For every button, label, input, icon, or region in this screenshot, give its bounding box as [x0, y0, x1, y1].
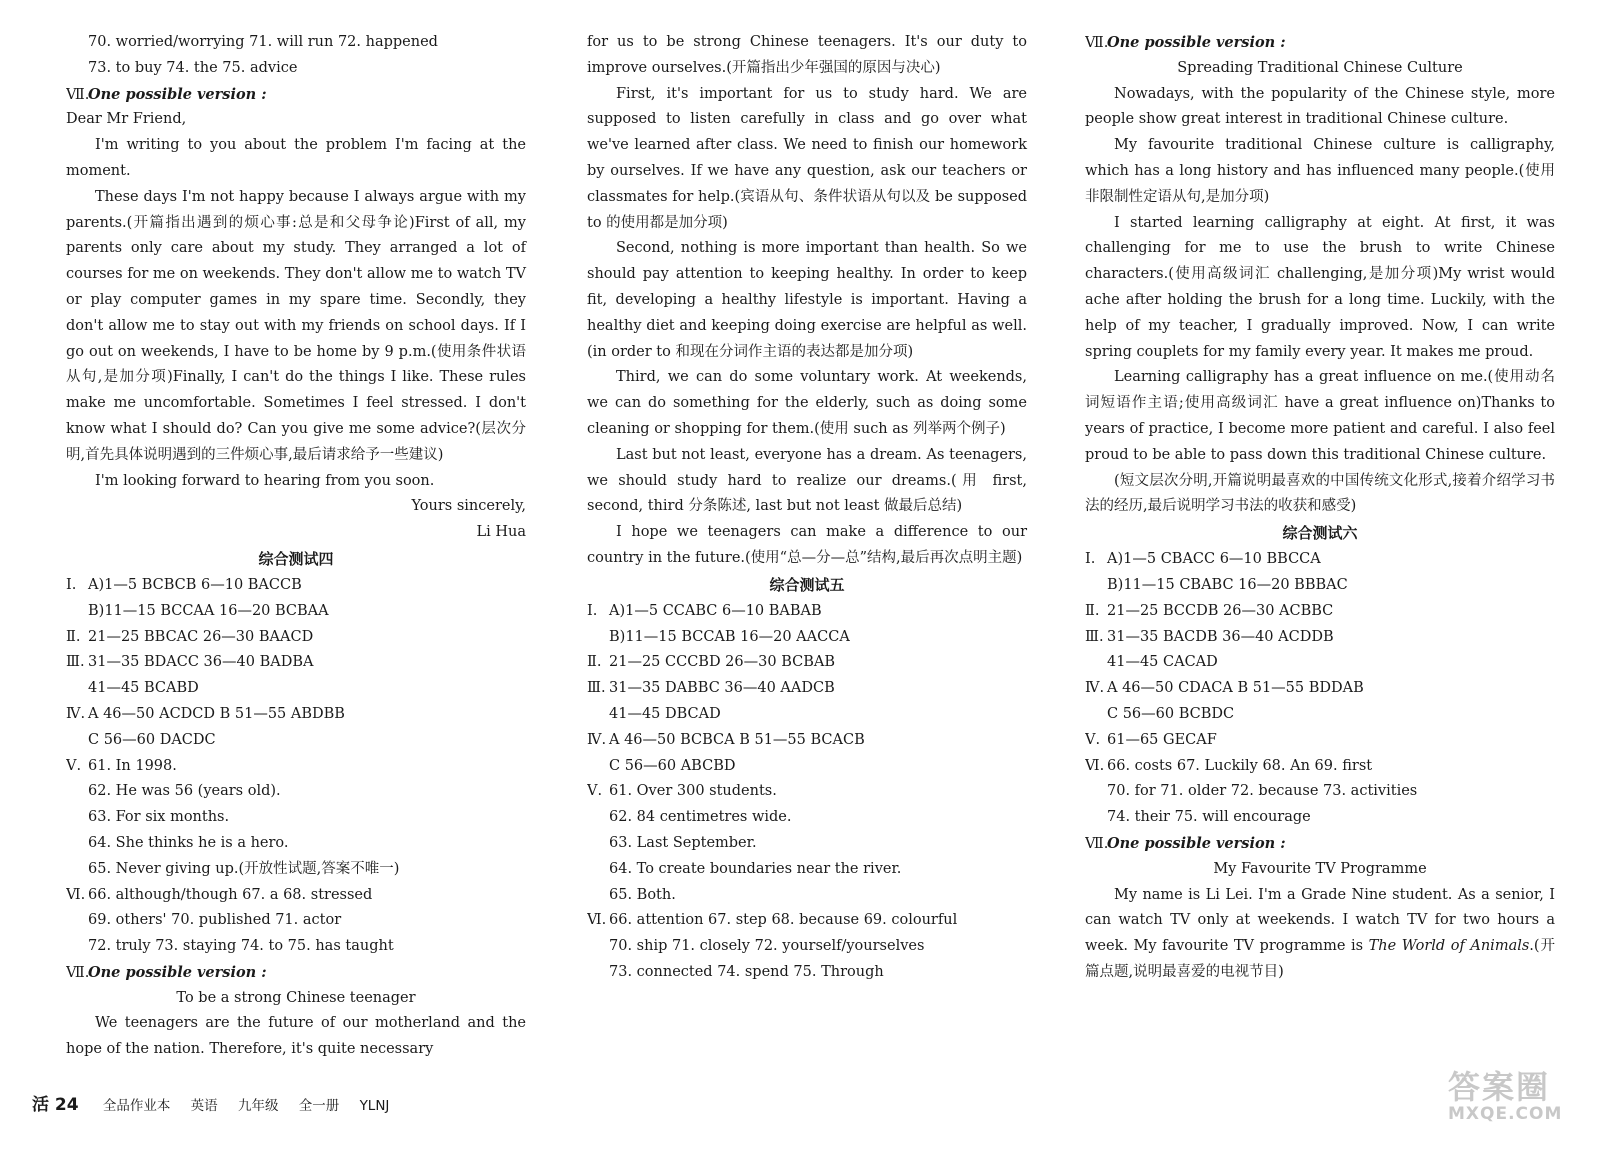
- answer-line: [66, 883, 526, 909]
- answer-line: [587, 676, 1027, 702]
- answer-line: [1085, 676, 1555, 702]
- essay-paragraph: We teenagers are the future of our motherland and the hope of the nation. Therefore, it's quite necessary: [66, 1015, 526, 1058]
- letter-paragraph: These days I'm not happy because I always argue with my parents.(开篇指出遇到的烦心事:总是和父母争论)First of all, my parents only care about my study. They arranged a lot of courses for me on weekends. They don't allow me to watch TV or play computer games in my spare time. Secondly, they don't allow me to stay out with my friends on school days. If I go out on weekends, I have to be home by 9 p.m.(使用条件状语从句,是加分项)Finally, I can't do the things I like. These rules make me uncomfortable. Sometimes I feel stressed. I don't know what I should do? Can you give me some advice?(层次分明,首先具体说明遇到的三件烦心事,最后请求给予一些建议): [66, 188, 526, 463]
- answer-line: 73. to buy 74. the 75. advice: [88, 59, 298, 76]
- answer-text: 69. others' 70. published 71. actor: [88, 912, 342, 929]
- section-header: Ⅶ.One possible version :: [66, 85, 267, 103]
- answer-text: 63. Last September.: [609, 834, 757, 851]
- answer-line: [66, 908, 526, 934]
- section-number: Ⅰ.: [66, 576, 77, 593]
- answer-text: A 46—50 ACDCD B 51—55 ABDBB: [88, 705, 345, 722]
- answer-line: [1085, 625, 1555, 651]
- answer-text: B)11—15 BCCAA 16—20 BCBAA: [88, 602, 329, 619]
- essay-paragraph: My favourite traditional Chinese culture is calligraphy, which has a long history and has influenced many people.(使用非限制性定语从句,是加分项): [1085, 137, 1555, 205]
- answer-line: [66, 573, 526, 599]
- answer-line: 70. worried/worrying 71. will run 72. happened: [88, 34, 438, 50]
- page-footer: [32, 1090, 405, 1115]
- section-number: Ⅳ.: [1085, 680, 1105, 697]
- answer-text: 66. costs 67. Luckily 68. An 69. first: [1107, 757, 1373, 774]
- watermark-url: MXQE.COM: [1448, 1104, 1563, 1124]
- footer-item: YLNJ: [359, 1098, 390, 1114]
- answer-text: 66. although/though 67. a 68. stressed: [88, 886, 373, 903]
- answer-list: [66, 573, 526, 960]
- answer-line: [66, 599, 526, 625]
- answer-text: A 46—50 CDACA B 51—55 BDDAB: [1107, 680, 1364, 697]
- answer-line: [66, 625, 526, 651]
- answer-list: [587, 599, 1027, 986]
- answer-text: 73. connected 74. spend 75. Through: [609, 963, 884, 980]
- section-header: Ⅶ.One possible version :: [1085, 34, 1286, 51]
- answer-text: 65. Never giving up.(开放性试题,答案不唯一): [88, 860, 400, 877]
- section-number: Ⅴ.: [1085, 731, 1101, 748]
- answer-line: [587, 625, 1027, 651]
- answer-line: [66, 805, 526, 831]
- answer-line: [66, 754, 526, 780]
- answer-line: [587, 650, 1027, 676]
- answer-line: [1085, 547, 1555, 573]
- answer-line: [587, 960, 1027, 986]
- answer-line: [66, 650, 526, 676]
- section-number: Ⅱ.: [587, 654, 602, 671]
- answer-text: 62. He was 56 (years old).: [88, 783, 281, 800]
- essay-paragraph: for us to be strong Chinese teenagers. It's our duty to improve ourselves.(开篇指出少年强国的原因与决心): [587, 34, 1027, 76]
- essay-paragraph: I hope we teenagers can make a difference to our country in the future.(使用“总—分—总”结构,最后再次点明主题): [587, 524, 1027, 566]
- answer-text: 21—25 BCCDB 26—30 ACBBC: [1107, 602, 1334, 619]
- answer-text: 61—65 GECAF: [1107, 731, 1217, 748]
- letter-signature: Li Hua: [476, 524, 526, 541]
- essay-title: To be a strong Chinese teenager: [176, 989, 416, 1006]
- answer-text: 31—35 DABBC 36—40 AADCB: [609, 680, 835, 697]
- watermark-logo: [1448, 1062, 1588, 1142]
- page-number: 活 24: [32, 1095, 79, 1115]
- answer-line: [66, 779, 526, 805]
- answer-text: C 56—60 DACDC: [88, 731, 216, 748]
- letter-paragraph: I'm writing to you about the problem I'm facing at the moment.: [66, 137, 526, 179]
- answer-line: [1085, 805, 1555, 831]
- answer-text: 61. In 1998.: [88, 757, 177, 774]
- test-heading: 综合测试六: [1282, 524, 1358, 543]
- answer-text: 31—35 BACDB 36—40 ACDDB: [1107, 628, 1334, 645]
- footer-item: 全品作业本: [102, 1098, 171, 1114]
- answer-line: [66, 831, 526, 857]
- essay-title: Spreading Traditional Chinese Culture: [1177, 59, 1463, 76]
- answer-text: 41—45 DBCAD: [609, 705, 721, 722]
- answer-text: A)1—5 CCABC 6—10 BABAB: [609, 602, 822, 619]
- section-number: Ⅰ.: [1085, 551, 1096, 568]
- column-right: [1085, 30, 1555, 986]
- answer-text: 41—45 BCABD: [88, 680, 199, 697]
- answer-line: [587, 702, 1027, 728]
- essay-paragraph: Learning calligraphy has a great influence on me.(使用动名词短语作主语;使用高级词汇 have a great influence on)Thanks to years of practice, I become more patient and careful. I also feel proud to be able to pass down this traditional Chinese culture.: [1085, 369, 1555, 463]
- essay-paragraph: Last but not least, everyone has a dream. As teenagers, we should study hard to realize our dreams.(用 first, second, third 分条陈述, last but not least 做最后总结): [587, 446, 1027, 515]
- section-number: Ⅰ.: [587, 602, 598, 619]
- answer-text: A)1—5 CBACC 6—10 BBCCA: [1107, 551, 1321, 568]
- answer-line: [587, 728, 1027, 754]
- essay-note: (短文层次分明,开篇说明最喜欢的中国传统文化形式,接着介绍学习书法的经历,最后说明学习书法的收获和感受): [1085, 472, 1555, 515]
- section-header: Ⅶ.One possible version :: [66, 963, 267, 981]
- answer-text: 21—25 CCCBD 26—30 BCBAB: [609, 654, 835, 671]
- answer-text: 70. for 71. older 72. because 73. activities: [1107, 783, 1418, 800]
- answer-text: 62. 84 centimetres wide.: [609, 809, 792, 826]
- essay-title: My Favourite TV Programme: [1213, 860, 1427, 877]
- answer-line: [1085, 599, 1555, 625]
- watermark-text: 答案圈: [1448, 1068, 1551, 1106]
- letter-greeting: Dear Mr Friend,: [66, 111, 187, 128]
- essay-paragraph: I started learning calligraphy at eight. At first, it was challenging for me to use the brush to write Chinese characters.(使用高级词汇 challenging,是加分项)My wrist would ache after holding the brush for a long time. Luckily, with the help of my teacher, I gradually improved. Now, I can write spring couplets for my family every year. It makes me proud.: [1085, 214, 1555, 360]
- section-number: Ⅴ.: [587, 783, 603, 800]
- column-middle: [587, 30, 1027, 986]
- answer-text: 31—35 BDACC 36—40 BADBA: [88, 654, 314, 671]
- footer-item: 九年级: [237, 1098, 279, 1114]
- answer-line: [66, 857, 526, 883]
- test-heading: 综合测试五: [769, 575, 845, 594]
- answer-line: [587, 883, 1027, 909]
- answer-line: [66, 934, 526, 960]
- test-heading: 综合测试四: [258, 549, 334, 568]
- section-number: Ⅵ.: [587, 912, 607, 929]
- answer-text: C 56—60 ABCBD: [609, 757, 736, 774]
- section-number: Ⅴ.: [66, 757, 82, 774]
- answer-line: [66, 728, 526, 754]
- answer-text: A 46—50 BCBCA B 51—55 BCACB: [609, 731, 865, 748]
- answer-text: 72. truly 73. staying 74. to 75. has taught: [88, 938, 394, 955]
- answer-text: 21—25 BBCAC 26—30 BAACD: [88, 628, 314, 645]
- answer-text: 41—45 CACAD: [1107, 654, 1218, 671]
- answer-text: 61. Over 300 students.: [609, 783, 777, 800]
- section-number: Ⅲ.: [66, 654, 85, 671]
- essay-paragraph: Second, nothing is more important than health. So we should pay attention to keeping healthy. In order to keep fit, developing a healthy lifestyle is important. Having a healthy diet and keeping doing exercise are helpful as well.(in order to 和现在分词作主语的表达都是加分项): [587, 240, 1027, 360]
- answer-text: A)1—5 BCBCB 6—10 BACCB: [88, 576, 302, 593]
- answer-text: 64. To create boundaries near the river.: [609, 860, 902, 877]
- answer-text: 74. their 75. will encourage: [1107, 809, 1311, 826]
- section-number: Ⅵ.: [66, 886, 86, 903]
- section-header: Ⅶ.One possible version :: [1085, 834, 1286, 852]
- answer-text: B)11—15 BCCAB 16—20 AACCA: [609, 628, 850, 645]
- essay-paragraph: Third, we can do some voluntary work. At weekends, we can do something for the elderly, such as doing some cleaning or shopping for them.(使用 such as 列举两个例子): [587, 369, 1027, 437]
- answer-line: [1085, 754, 1555, 780]
- answer-line: [587, 857, 1027, 883]
- section-number: Ⅱ.: [1085, 602, 1100, 619]
- footer-item: 英语: [190, 1098, 218, 1114]
- answer-line: [1085, 779, 1555, 805]
- section-number: Ⅱ.: [66, 628, 81, 645]
- answer-list: [1085, 547, 1555, 831]
- column-left: [66, 30, 526, 1063]
- answer-line: [66, 676, 526, 702]
- answer-line: [587, 805, 1027, 831]
- answer-line: [1085, 650, 1555, 676]
- letter-closing: Yours sincerely,: [411, 498, 526, 515]
- answer-text: C 56—60 BCBDC: [1107, 705, 1235, 722]
- answer-text: 63. For six months.: [88, 809, 230, 826]
- answer-line: [1085, 573, 1555, 599]
- section-number: Ⅵ.: [1085, 757, 1105, 774]
- section-number: Ⅲ.: [1085, 628, 1104, 645]
- section-number: Ⅳ.: [66, 705, 86, 722]
- answer-line: [587, 779, 1027, 805]
- answer-line: [1085, 728, 1555, 754]
- answer-line: [1085, 702, 1555, 728]
- answer-line: [66, 702, 526, 728]
- answer-line: [587, 908, 1027, 934]
- essay-paragraph: Nowadays, with the popularity of the Chinese style, more people show great interest in traditional Chinese culture.: [1085, 85, 1555, 128]
- footer-item: 全一册: [298, 1098, 340, 1114]
- essay-paragraph: First, it's important for us to study hard. We are supposed to listen carefully in class and go over what we've learned after class. We need to finish our homework by ourselves. If we have any question, ask our teachers or classmates for help.(宾语从句、条件状语从句以及 be supposed to 的使用都是加分项): [587, 85, 1027, 231]
- answer-line: [587, 599, 1027, 625]
- answer-text: B)11—15 CBABC 16—20 BBBAC: [1107, 576, 1348, 593]
- section-number: Ⅳ.: [587, 731, 607, 748]
- answer-text: 70. ship 71. closely 72. yourself/yourselves: [609, 938, 925, 955]
- essay-paragraph: My name is Li Lei. I'm a Grade Nine student. As a senior, I can watch TV only at weekends. I watch TV for two hours a week. My favourite TV programme is The World of Animals.(开篇点题,说明最喜爱的电视节目): [1085, 886, 1555, 980]
- section-number: Ⅲ.: [587, 680, 606, 697]
- answer-text: 64. She thinks he is a hero.: [88, 834, 289, 851]
- answer-text: 65. Both.: [609, 886, 676, 903]
- answer-text: 66. attention 67. step 68. because 69. colourful: [609, 912, 958, 929]
- answer-line: [587, 934, 1027, 960]
- answer-line: [587, 831, 1027, 857]
- letter-paragraph: I'm looking forward to hearing from you soon.: [95, 472, 435, 489]
- answer-line: [587, 754, 1027, 780]
